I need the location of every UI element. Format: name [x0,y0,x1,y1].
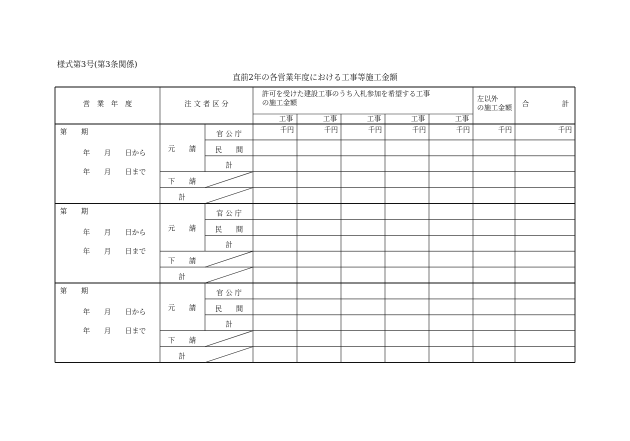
period-to: 年 月 日まで [83,327,146,335]
slash-sub [205,331,253,347]
unit-label: 千円 [456,126,470,134]
category-sub: 下 請 [168,177,196,186]
header-other-work: 左以外 [477,95,498,103]
header-permitted-work-cont: の施工金額 [262,99,297,107]
category-total: 計 [178,193,186,202]
unit-label: 千円 [324,126,338,134]
header-total-2: 計 [562,100,569,108]
period-from: 年 月 日から [83,228,146,237]
slash-sub [205,251,253,267]
header-work-label: 工事 [279,115,293,123]
unit-label: 千円 [498,126,512,134]
category-sub: 下 請 [168,257,196,266]
unit-label: 千円 [368,126,382,134]
category-prime: 元 請 [168,224,196,233]
category-government: 官 公 庁 [216,129,242,138]
header-orderer-category: 注 文 者 区 分 [184,100,229,108]
period-term: 第 期 [60,128,88,136]
slash-total [205,347,253,363]
category-government: 官 公 庁 [216,209,242,218]
header-work-label: 工事 [455,115,469,123]
category-subtotal: 計 [225,320,233,329]
slash-total [205,188,253,204]
category-total: 計 [178,273,186,281]
slash-sub [205,172,253,188]
form-number: 様式第3号(第3条関係) [57,60,138,69]
category-private: 民 間 [215,304,243,313]
unit-label: 千円 [558,126,572,134]
header-work-label: 工事 [323,115,337,123]
slash-total [205,267,253,283]
category-private: 民 間 [215,145,243,154]
category-subtotal: 計 [225,161,233,170]
header-other-work-cont: の施工金額 [477,104,512,112]
unit-label: 千円 [412,126,426,134]
category-total: 計 [178,352,186,361]
period-to: 年 月 日まで [83,168,146,176]
category-prime: 元 請 [168,144,196,153]
category-subtotal: 計 [225,241,233,250]
header-work-label: 工事 [411,115,425,123]
category-sub: 下 請 [168,336,196,345]
form-title: 直前2年の各営業年度における工事等施工金額 [232,73,398,82]
header-fiscal-year: 営 業 年 度 [83,100,132,108]
period-term: 第 期 [60,287,88,295]
category-prime: 元 請 [168,303,196,312]
period-term: 第 期 [60,207,88,216]
period-to: 年 月 日まで [83,247,146,256]
period-from: 年 月 日から [83,149,146,157]
category-private: 民 間 [215,225,243,234]
header-permitted-work: 許可を受けた建設工事のうち入札参加を希望する工事 [262,90,430,98]
header-total-1: 合 [522,100,529,108]
period-from: 年 月 日から [83,308,146,316]
header-work-label: 工事 [367,115,381,123]
category-government: 官 公 庁 [216,288,242,297]
unit-label: 千円 [280,126,294,134]
